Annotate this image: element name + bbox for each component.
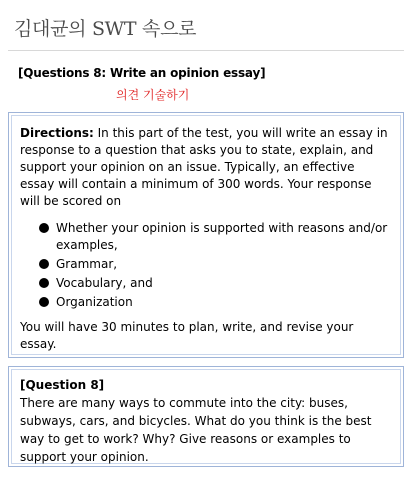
question-box (8, 366, 404, 467)
question-content (11, 369, 401, 464)
section-subtitle: 의견 기술하기 (116, 88, 190, 102)
list-item (20, 275, 391, 292)
question-label: [Question 8] (20, 378, 105, 392)
directions-content (11, 115, 401, 355)
list-item (20, 256, 391, 273)
directions-label: Directions: (20, 126, 94, 140)
criteria-text: Organization (56, 295, 133, 309)
directions-box (8, 112, 404, 358)
question-text: There are many ways to commute into the city: buses, subways, cars, and bicycles. What do you think is the best way to get to work? Why? Give reasons or examples to support your opinion. (20, 396, 372, 464)
title-divider (8, 50, 404, 51)
section-heading: [Questions 8: Write an opinion essay] (18, 66, 266, 80)
directions-closing: You will have 30 minutes to plan, write, and revise your essay. (20, 320, 354, 351)
bullet-icon (39, 278, 49, 288)
list-item (20, 294, 391, 311)
bullet-icon (39, 223, 49, 233)
directions-paragraph (20, 125, 391, 210)
directions-text: In this part of the test, you will write an essay in response to a question that asks you to state, explain, and support your opinion on an issue. Typically, an effective essay will contain a minimum of 300 words. Your response will be scored on (20, 126, 388, 208)
list-item (20, 220, 391, 254)
criteria-text: Grammar, (56, 257, 118, 271)
criteria-list (20, 220, 391, 311)
page-title: 김대균의 SWT 속으로 (14, 18, 197, 40)
criteria-text: Whether your opinion is supported with reasons and/or examples, (56, 221, 388, 252)
criteria-text: Vocabulary, and (56, 276, 153, 290)
bullet-icon (39, 259, 49, 269)
bullet-icon (39, 297, 49, 307)
